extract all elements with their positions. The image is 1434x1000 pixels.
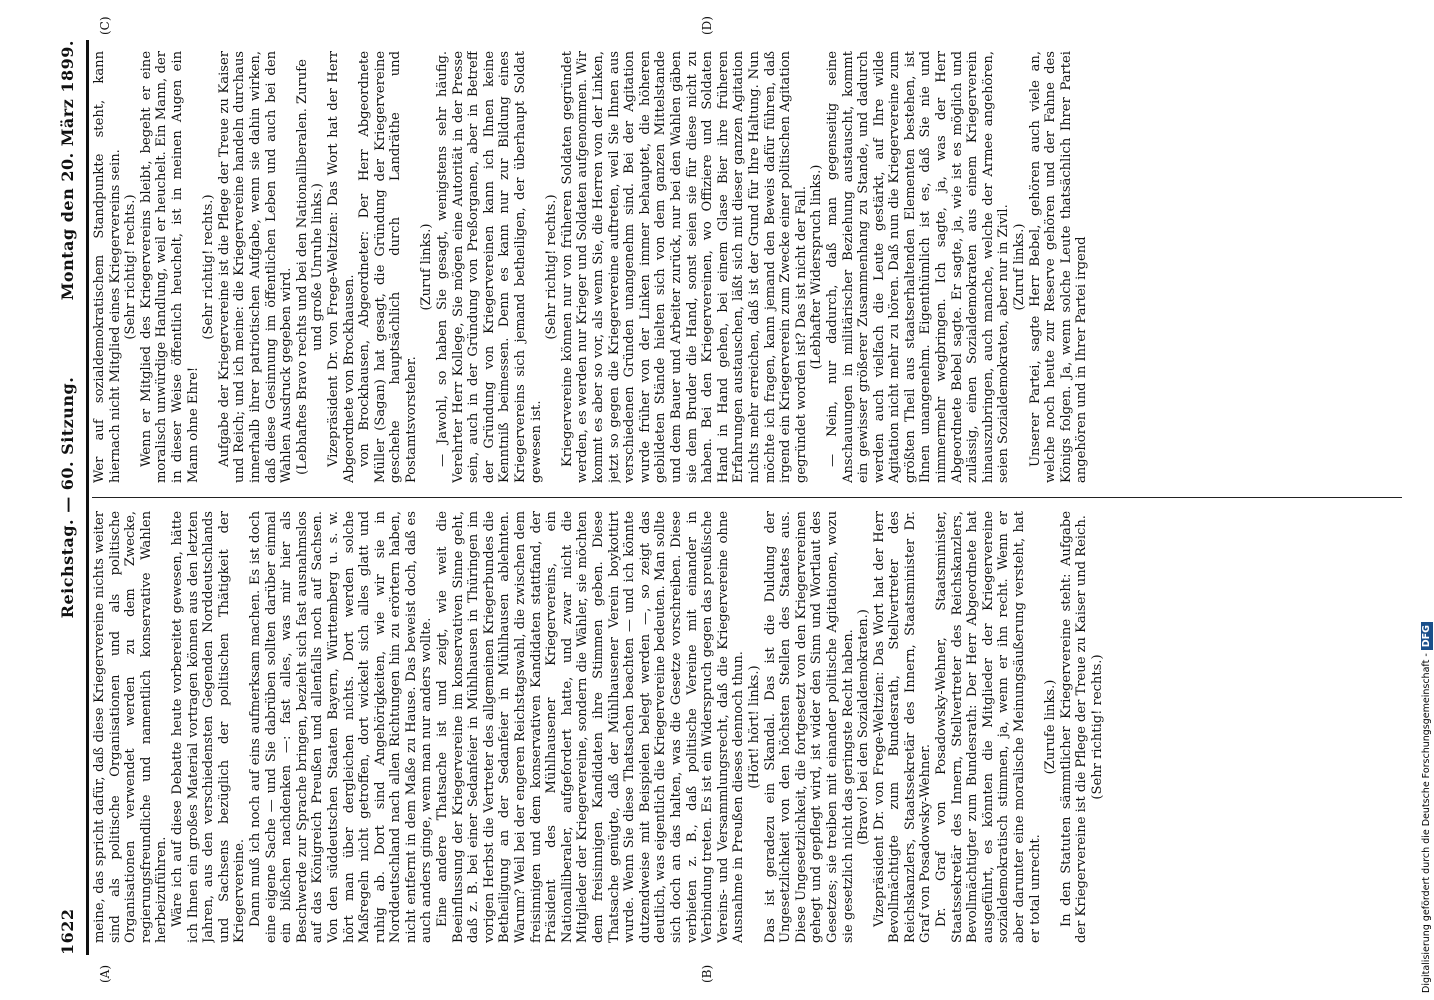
speaker-paragraph: Vizepräsident Dr. von Frege-Weltzien: Das Wort hat der Herr Abgeordnete von Brockhausen. [325, 51, 357, 483]
paragraph: Eine andere Thatsache ist und zeigt, wie weit die Beeinflussung der Kriegervereine im konservativen Sinne geht, daß z. B. bei einer Sedanfeier in Mühlhausen in Thüringen im vorigen Herbst die Vertreter des allgemeinen Kriegerbundes die Betheiligung an der Sedanfeier in Mühlhausen ablehnten. Warum? Weil bei der engeren Reichstagswahl, die zwischen dem freisinnigen und dem konservativen Kandidaten stattfand, der Präsident des Mühlhausener Kriegervereins, ein Nationalliberaler, aufgefordert hatte, und zwar nicht die Mitglieder der Kriegervereine, sondern die Wähler, sie möchten dem freisinnigen Kandidaten ihre Stimmen geben. Diese Thatsache genügte, daß der Mühlhausener Verein boykottirt wurde. Wenn Sie diese Thatsachen beachten — und ich könnte dutzendweise mit Beispielen belegt werden —, so zeigt das deutlich, was eigentlich die Kriegervereine bedeuten. Man sollte sich doch an das halten, was die Gesetze vorschreiben. Diese verbieten z. B., daß politische Vereine mit einander in Verbindung treten. Es ist ein Widerspruch gegen das preußische Vereins- und Versammlungsrecht, daß die Kriegervereine ohne Ausnahme in Preußen dieses dennoch thun. [435, 511, 747, 943]
right-column [92, 51, 1400, 483]
paragraph: — Jawohl, so haben Sie gesagt, wenigstens sehr häufig. Verehrter Herr Kollege, Sie mögen eine Autorität in der Presse sein, auch in der Gründung von Preßorganen, aber in Betreff der Gründung von Kriegervereinen kann ich Ihnen keine Kenntniß beimessen. Denn es kann nur zur Bildung eines Kriegervereins sich jemand betheiligen, der überhaupt Soldat gewesen ist. [435, 51, 544, 483]
paragraph: Dann muß ich noch auf eins aufmerksam machen. Es ist doch eine eigene Sache — und Sie dabrüben sollten darüber einmal ein bißchen nachdenken —: fast alles, was mir hier als Beschwerde zur Sprache bringen, bezieht sich fast ausnahmslos auf das Königreich Preußen und allenfalls noch auf Sachsen. Von den süddeutschen Staaten Bayern, Württemberg u. s. w. hört man über dergleichen nichts. Dort werden solche Maßregeln nicht getroffen, dort wickelt sich alles glatt und ruhig ab. Dort sind Angehörigkeiten, wie wir sie in Norddeutschland nach allen Richtungen hin zu erörtern haben, nicht entfernt in dem Maße zu Hause. Das beweist doch, daß es auch anders ginge, wenn man nur anders wollte. [247, 511, 435, 943]
session-title: Reichstag. — 60. Sitzung. [58, 376, 77, 619]
page-header [52, 40, 80, 955]
margin-marker-a: (A) [98, 964, 112, 983]
margin-marker-c: (C) [98, 16, 112, 35]
margin-marker-b: (B) [700, 964, 714, 983]
header-rule [86, 40, 89, 955]
paragraph: In den Statuten sämmtlicher Kriegervereine steht: Aufgabe der Kriegervereine ist die Pflege der Treue zu Kaiser und Reich. [1058, 511, 1090, 943]
interjection: (Sehr richtig! rechts.) [201, 194, 217, 340]
interjection: (Lebhaftes Bravo rechts und bei den Nationalliberalen. Zurufe und große Unruhe links.) [294, 59, 326, 475]
interjection: (Lebhafter Widerspruch links.) [809, 164, 825, 370]
page-number: 1622 [58, 908, 77, 955]
interjection: (Sehr richtig! rechts.) [123, 194, 139, 340]
interjection: (Sehr richtig! rechts.) [1090, 654, 1105, 800]
sidebar-text [1421, 8, 1433, 993]
speaker-paragraph: von Brockhausen, Abgeordneter: Der Herr Abgeordnete Müller (Sagan) hat gesagt, die Gründung der Kriegervereine geschehe hauptsächlich durch Landräthe und Postamtsvorsteher. [357, 51, 419, 483]
column-divider [92, 497, 1402, 498]
paragraph: Aufgabe der Kriegervereine ist die Pflege der Treue zu Kaiser und Reich; und ich meine: die Kriegervereine handeln durchaus innerhalb ihrer patriotischen Aufgabe, wenn sie dahin wirken, daß diese Gesinnung im öffentlichen Leben und auch bei den Wahlen Ausdruck gegeben wird. [216, 51, 295, 483]
interjection: (Zuruf links.) [419, 223, 435, 311]
left-column [92, 511, 1400, 943]
funding-notice: Digitalisierung gefördert durch die Deutsche Forschungsgemeinschaft - [1421, 653, 1432, 993]
speaker-paragraph: Dr. Graf von Posadowsky-Wehner, Staatsminister, Staatssekretär des Innern, Stellvertreter des Reichskanzlers, Bevollmächtigter zum Bundesrath: Der Herr Abgeordnete hat ausgeführt, es könnten die Mitglieder der Kriegervereine sozialdemokratisch stimmen, ja, wenn er ihn recht. Wenn er aber darunter eine moralische Meinungsäußerung versteht, hat er total unrecht. [934, 511, 1043, 943]
paragraph: Wenn er Mitglied des Kriegervereins bleibt, begeht er eine moralisch unwürdige Handlung, weil er heuchelt. Ein Mann, der in dieser Weise öffentlich heuchelt, ist in meinen Augen ein Mann ohne Ehre! [138, 51, 201, 483]
interjection: (Bravo! bei den Sozialdemokraten.) [856, 609, 872, 845]
paragraph: Kriegervereine können nur von früheren Soldaten gegründet werden, es werden nur Krieger und Soldaten aufgenommen. Wir kommt es aber so vor, als wenn Sie, die Herren von der Linken, jetzt so gegen die Kriegervereine auftreten, weil Sie Ihnen aus verschiedenen Gründen unangenehm sind. Bei der Agitation wurde früher von der Linken immer behauptet, die höheren gebildeten Stände hielten sich von dem ganzen Mittelstande und dem Bauer und Arbeiter zurück, nur bei den Wahlen gäben sie dem Bruder die Hand, sonst seien sie für diese nicht zu haben. Bei den Kriegervereinen, wo Offiziere und Soldaten Hand in Hand gehen, bei einem Glase Bier ihre früheren Erfahrungen austauschen, läßt sich mit dieser ganzen Agitation nichts mehr erreichen, daß ist der Grund für Ihre Haltung. Nun möchte ich fragen, kann jemand den Beweis dafür führen, daß irgend ein Kriegerverein zum Zwecke einer politischen Agitation gegründet worden ist? Das ist nicht der Fall. [559, 51, 809, 483]
paragraph: — Nein, nur dadurch, daß man gegenseitig seine Anschauungen in militärischer Beziehung austauscht, kommt ein gewisser größerer Zusammenhang zu Stande, und dadurch werden auch vielfach die Leute gestärkt, auf Ihre wilde Agitation nicht mehr zu hören. Daß nun die Kriegervereine zum größten Theil aus staatserhaltenden Elementen bestehen, ist Ihnen unangenehm. Eigenthümlich ist es, daß Sie nie und nimmermehr wegbringen. Ich sagte, ja, was der Herr Abgeordnete Bebel sagte. Er sagte, ja, wie ist es möglich und zulässig, einen Sozialdemokraten aus einem Kriegerverein hinauszubringen, auch manche, welche der Armee angehören, seien Sozialdemokraten, aber nur in Zivil. [824, 51, 1012, 483]
dfg-logo: DFG [1421, 622, 1433, 650]
session-date: Montag den 20. März 1899. [58, 40, 77, 301]
paragraph: Das ist geradezu ein Skandal. Das ist die Duldung der Ungesetzlichkeit von den höchsten Stellen des Staates aus. Diese Ungesetzlichkeit, die fortgesetzt von den Kriegervereinen gehegt und gepflegt wird, ist wider den Sinn und Wortlaut des Gesetzes; sie treiben mit einander politische Agitationen, wozu sie gesetzlich nicht das geringste Recht haben. [762, 511, 856, 943]
margin-marker-d: (D) [700, 16, 714, 35]
paragraph: Wer auf sozialdemokratischem Standpunkte steht, kann hiernach nicht Mitglied eines Kriegervereins sein. [92, 51, 123, 483]
interjection: (Hört! hört! links.) [746, 665, 762, 789]
paragraph: Unserer Partei, sagte Herr Bebel, gehören auch viele an, welche noch heute zur Reserve gehören und der Fahne des Königs folgen. Ja, wenn solche Leute thatsächlich Ihrer Partei angehören und in Ihrer Partei irgend [1027, 51, 1090, 483]
interjection: (Zurufe links.) [1043, 679, 1059, 775]
interjection: (Zuruf links.) [1012, 223, 1028, 311]
paragraph: Wäre ich auf diese Debatte heute vorbereitet gewesen, hätte ich Ihnen ein großes Material vortragen können aus den letzten Jahren, aus den verschiedensten Gegenden Norddeutschlands und Sachsens bezüglich der politischen Thätigkeit der Kriegervereine. [169, 511, 248, 943]
paragraph: meine, das spricht dafür, daß diese Kriegervereine nichts weiter sind als politische Organisationen und als politische Organisationen verwendet werden zu dem Zwecke, regierungsfreundliche und namentlich konservative Wahlen herbeizuführen. [92, 511, 170, 943]
speaker-paragraph: Vizepräsident Dr. von Frege-Weltzien: Das Wort hat der Herr Bevollmächtigte zum Bundesrath, Stellvertreter des Reichskanzlers, Staatssekretär des Innern, Staatsminister Dr. Graf von Posadowsky-Wehner. [871, 511, 934, 943]
interjection: (Sehr richtig! rechts.) [544, 194, 560, 340]
digitization-sidebar [1420, 8, 1434, 1000]
